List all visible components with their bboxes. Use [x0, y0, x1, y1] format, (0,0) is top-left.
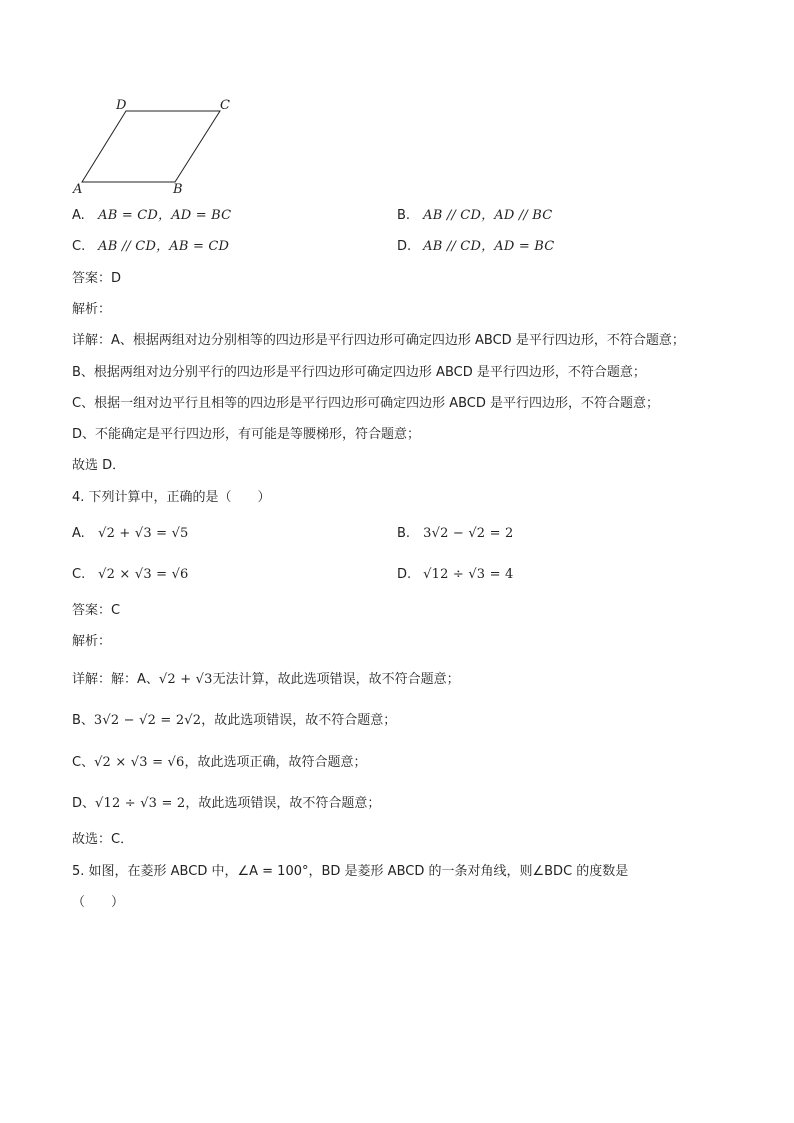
q3-detail-d: D、不能确定是平行四边形，有可能是等腰梯形，符合题意； — [72, 427, 421, 442]
q3-conclusion: 故选 D． — [72, 458, 126, 473]
q4-option-c[interactable] — [72, 566, 189, 584]
detail-suffix: ，故此选项错误，故不符合题意； — [185, 796, 381, 811]
option-expr: AB // CD，AB = CD — [98, 239, 230, 254]
q3-detail-a: 详解：A、根据两组对边分别相等的四边形是平行四边形可确定四边形 ABCD 是平行四边形，不符合题意； — [72, 333, 685, 348]
q3-detail-b: B、根据两组对边分别平行的四边形是平行四边形可确定四边形 ABCD 是平行四边形，不符合题意； — [72, 365, 646, 380]
parallelogram-shape — [82, 111, 220, 182]
q3-analysis-label: 解析： — [72, 302, 112, 317]
option-expr: √2 + √3 = √5 — [98, 526, 189, 541]
option-letter: D. — [397, 567, 412, 582]
detail-prefix: D、 — [72, 796, 96, 811]
q4-option-d[interactable] — [397, 566, 514, 584]
q4-conclusion: 故选：C． — [72, 832, 134, 847]
vertex-label-b: B — [173, 182, 183, 197]
q4-detail-d — [72, 795, 380, 813]
option-expr: AB // CD，AD = BC — [423, 239, 555, 254]
q4-detail-b — [72, 712, 396, 730]
q3-option-c[interactable] — [72, 238, 229, 256]
vertex-label-d: D — [116, 98, 127, 113]
q5-paren: （ ） — [72, 895, 125, 910]
q3-answer: 答案：D — [72, 271, 122, 286]
vertex-label-c: C — [220, 98, 230, 113]
option-letter: C. — [72, 567, 86, 582]
option-expr: AB // CD，AD // BC — [423, 208, 553, 223]
q4-analysis-label: 解析： — [72, 634, 112, 649]
q4-answer: 答案：C — [72, 603, 121, 618]
option-expr: 3√2 − √2 = 2 — [423, 526, 514, 541]
q4-option-b[interactable] — [397, 525, 514, 543]
detail-expr: √2 + √3 — [158, 672, 213, 687]
option-letter: C. — [72, 239, 86, 254]
option-letter: A. — [72, 526, 85, 541]
q3-option-b[interactable] — [397, 207, 552, 225]
option-letter: B. — [397, 526, 411, 541]
detail-suffix: ，故此选项正确，故符合题意； — [184, 755, 367, 770]
q3-detail-c: C、根据一组对边平行且相等的四边形是平行四边形可确定四边形 ABCD 是平行四边形，不符合题意； — [72, 396, 660, 411]
vertex-label-a: A — [73, 182, 83, 197]
detail-prefix: B、 — [72, 713, 94, 728]
detail-expr: 3√2 − √2 = 2√2 — [93, 713, 202, 728]
option-letter: D. — [397, 239, 412, 254]
q5-stem: 5. 如图，在菱形 ABCD 中，∠A = 100°，BD 是菱形 ABCD 的一条对角线，则∠BDC 的度数是 — [72, 864, 629, 879]
option-expr: √12 ÷ √3 = 4 — [423, 567, 514, 582]
detail-expr: √2 × √3 = √6 — [94, 755, 185, 770]
q3-option-d[interactable] — [397, 238, 554, 256]
detail-suffix: 无法计算，故此选项错误，故不符合题意； — [212, 672, 460, 687]
option-letter: A. — [72, 208, 85, 223]
detail-prefix: C、 — [72, 755, 95, 770]
option-expr: AB = CD，AD = BC — [98, 208, 232, 223]
q4-stem: 4. 下列计算中，正确的是（ ） — [72, 490, 271, 505]
q3-option-a[interactable] — [72, 207, 231, 225]
detail-expr: √12 ÷ √3 = 2 — [95, 796, 186, 811]
q4-option-a[interactable] — [72, 525, 189, 543]
q4-detail-a — [72, 671, 460, 689]
detail-suffix: ，故此选项错误，故不符合题意； — [201, 713, 397, 728]
q4-detail-c — [72, 754, 366, 772]
option-expr: √2 × √3 = √6 — [98, 567, 189, 582]
detail-prefix: 详解：解：A、 — [72, 672, 159, 687]
parallelogram-figure — [70, 92, 250, 202]
option-letter: B. — [397, 208, 411, 223]
